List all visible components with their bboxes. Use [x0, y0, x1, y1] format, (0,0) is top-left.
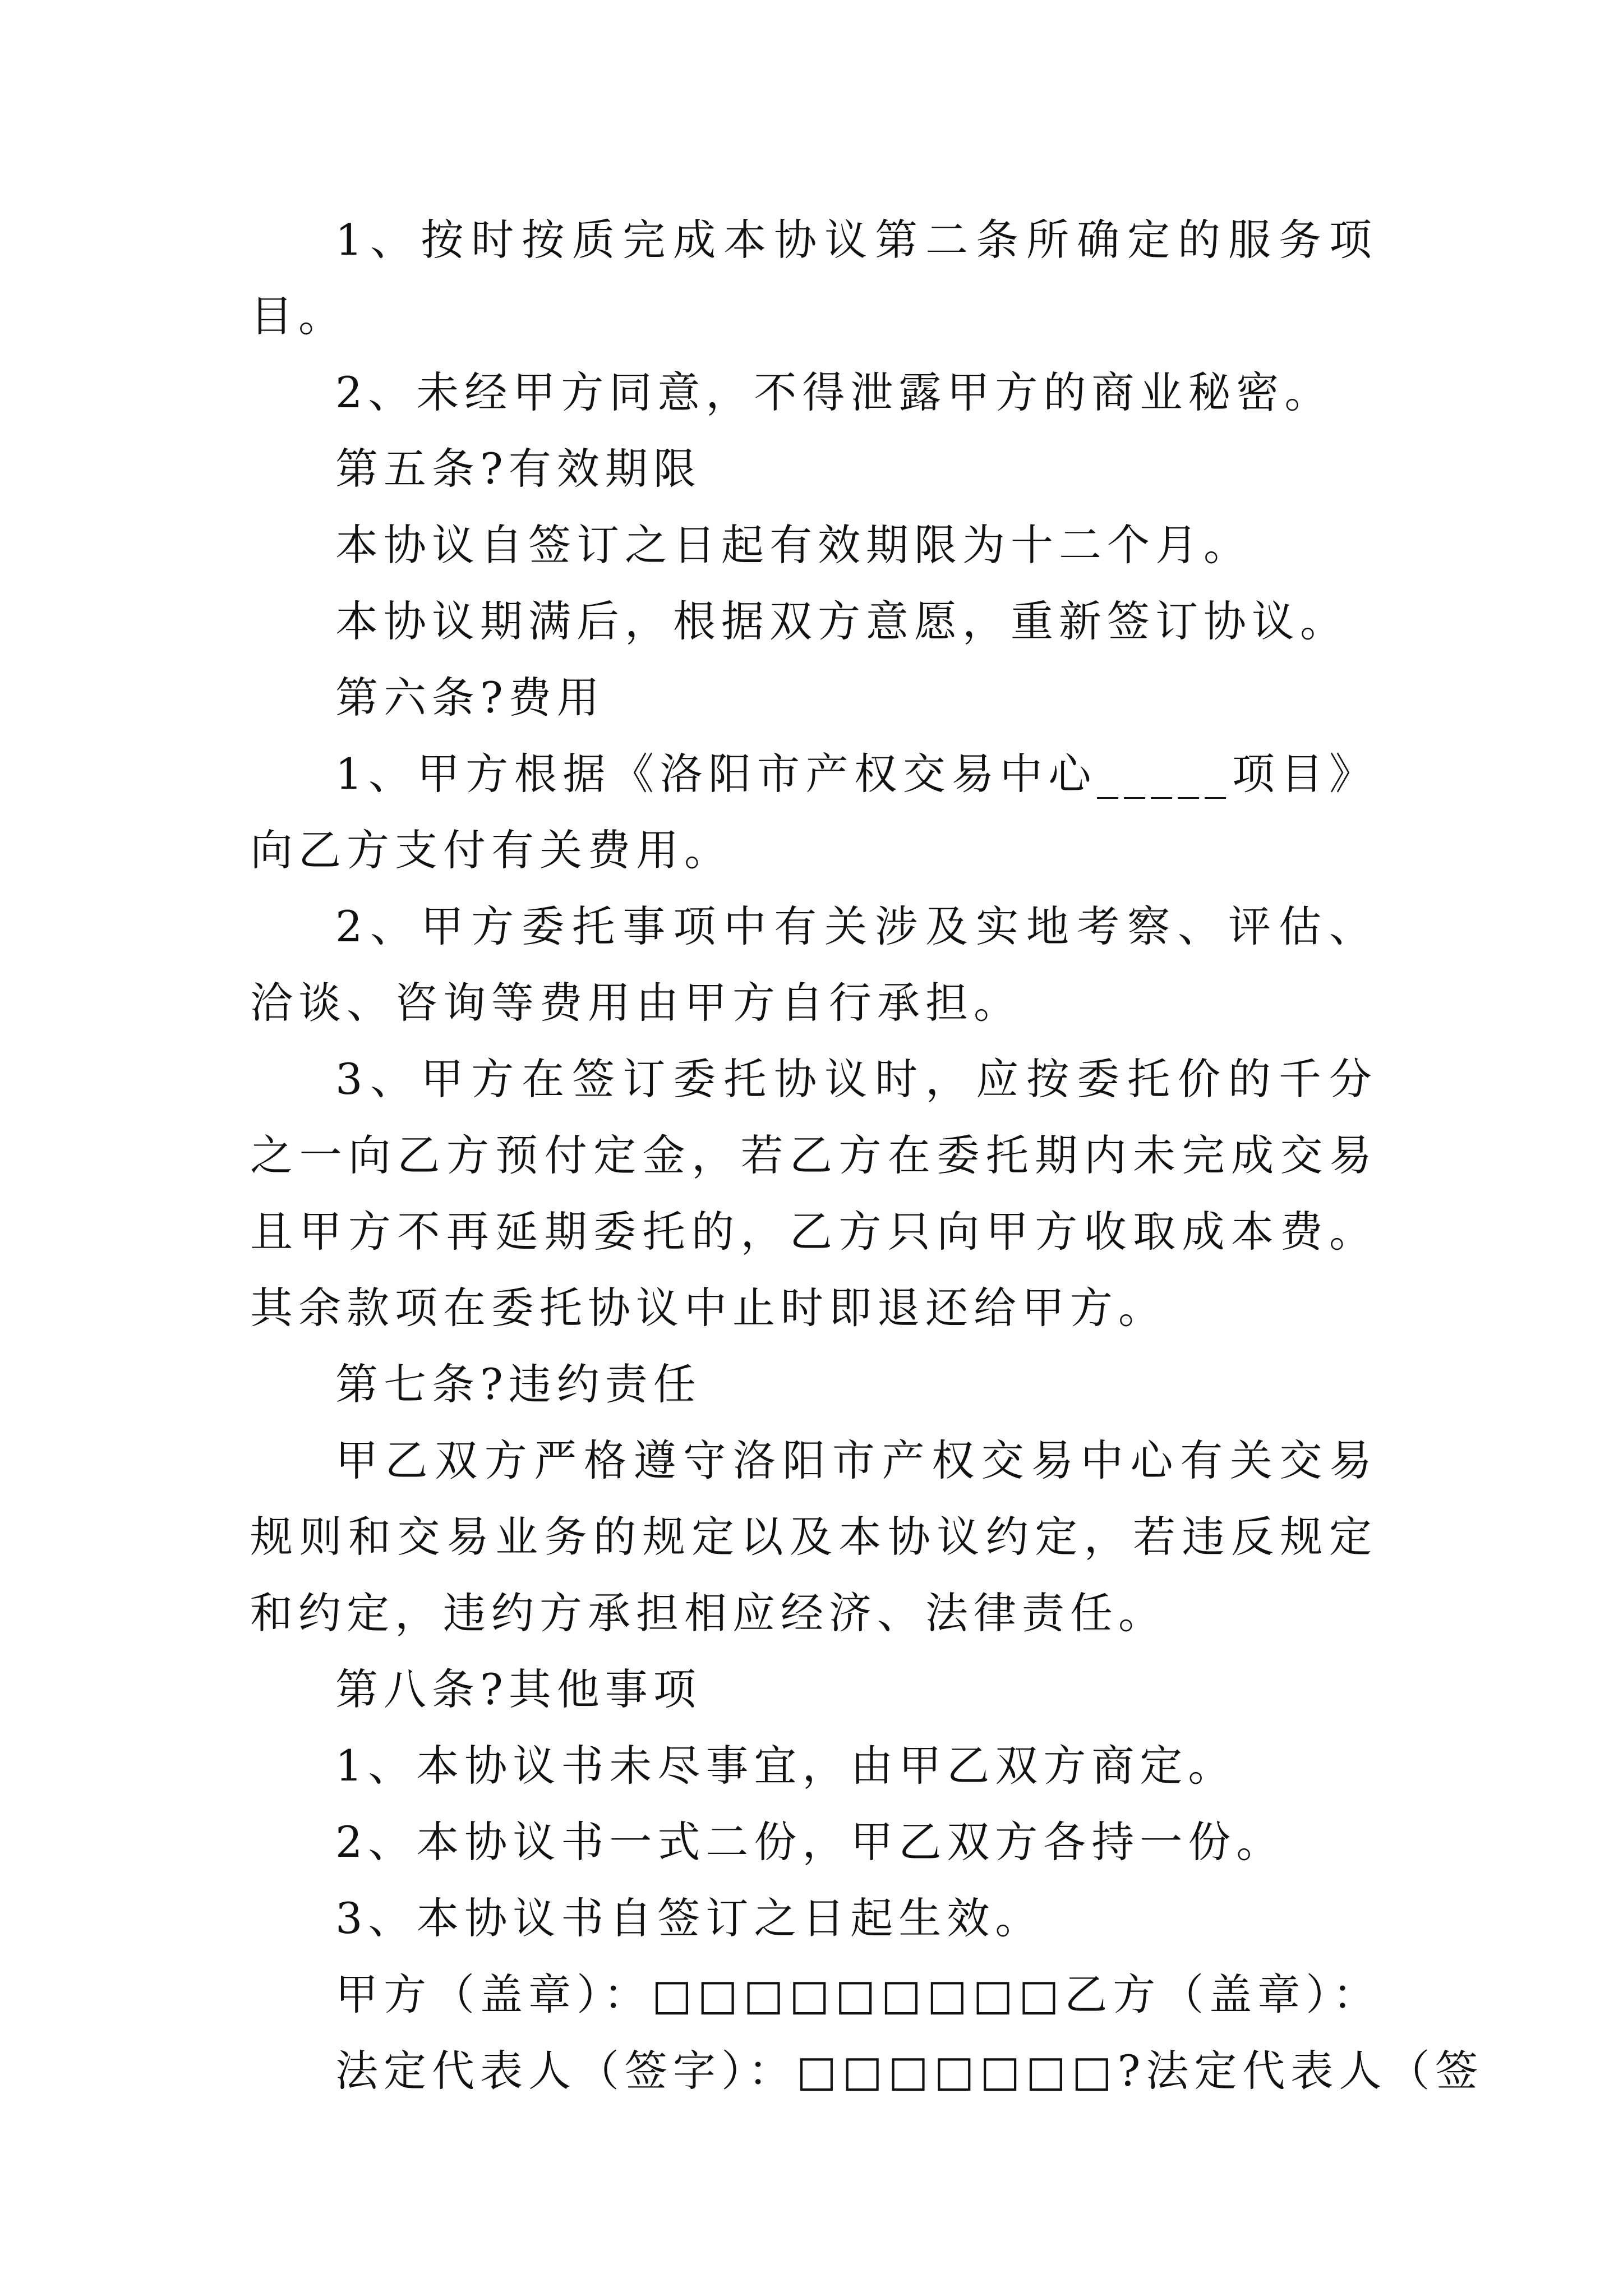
liability-paragraph: 甲乙双方严格遵守洛阳市产权交易中心有关交易规则和交易业务的规定以及本协议约定，若违反规定和约定，违约方承担相应经济、法律责任。: [250, 1435, 1377, 1638]
article-8-heading: 第八条?其他事项: [335, 1664, 702, 1714]
article-5-heading: 第五条?有效期限: [335, 444, 702, 494]
obligation-item-2: 2、未经甲方同意，不得泄露甲方的商业秘密。: [335, 367, 1333, 417]
validity-paragraph-1: 本协议自签订之日起有效期限为十二个月。: [335, 520, 1252, 570]
misc-item-3: 3、本协议书自签订之日起生效。: [335, 1893, 1044, 1943]
signature-line-seal: 甲方（盖章）：□□□□□□□□□乙方（盖章）：: [335, 1970, 1381, 2019]
signature-line-representative: 法定代表人（签字）：□□□□□□□?法定代表人（签: [335, 2046, 1484, 2096]
fee-item-2: 2、甲方委托事项中有关涉及实地考察、评估、洽谈、咨询等费用由甲方自行承担。: [250, 901, 1377, 1028]
fee-item-1: 1、甲方根据《洛阳市产权交易中心_____项目》向乙方支付有关费用。: [250, 749, 1377, 875]
article-6-heading: 第六条?费用: [335, 673, 605, 723]
document-body: [250, 202, 1484, 2109]
fee-item-3: 3、甲方在签订委托协议时，应按委托价的千分之一向乙方预付定金，若乙方在委托期内未完成交易且甲方不再延期委托的，乙方只向甲方收取成本费。其余款项在委托协议中止时即退还给甲方。: [250, 1054, 1377, 1333]
obligation-item-1: 1、按时按质完成本协议第二条所确定的服务项目。: [250, 215, 1377, 341]
article-7-heading: 第七条?违约责任: [335, 1359, 702, 1409]
misc-item-1: 1、本协议书未尽事宜，由甲乙双方商定。: [335, 1741, 1237, 1791]
validity-paragraph-2: 本协议期满后，根据双方意愿，重新签订协议。: [335, 596, 1348, 646]
misc-item-2: 2、本协议书一式二份，甲乙双方各持一份。: [335, 1817, 1285, 1867]
